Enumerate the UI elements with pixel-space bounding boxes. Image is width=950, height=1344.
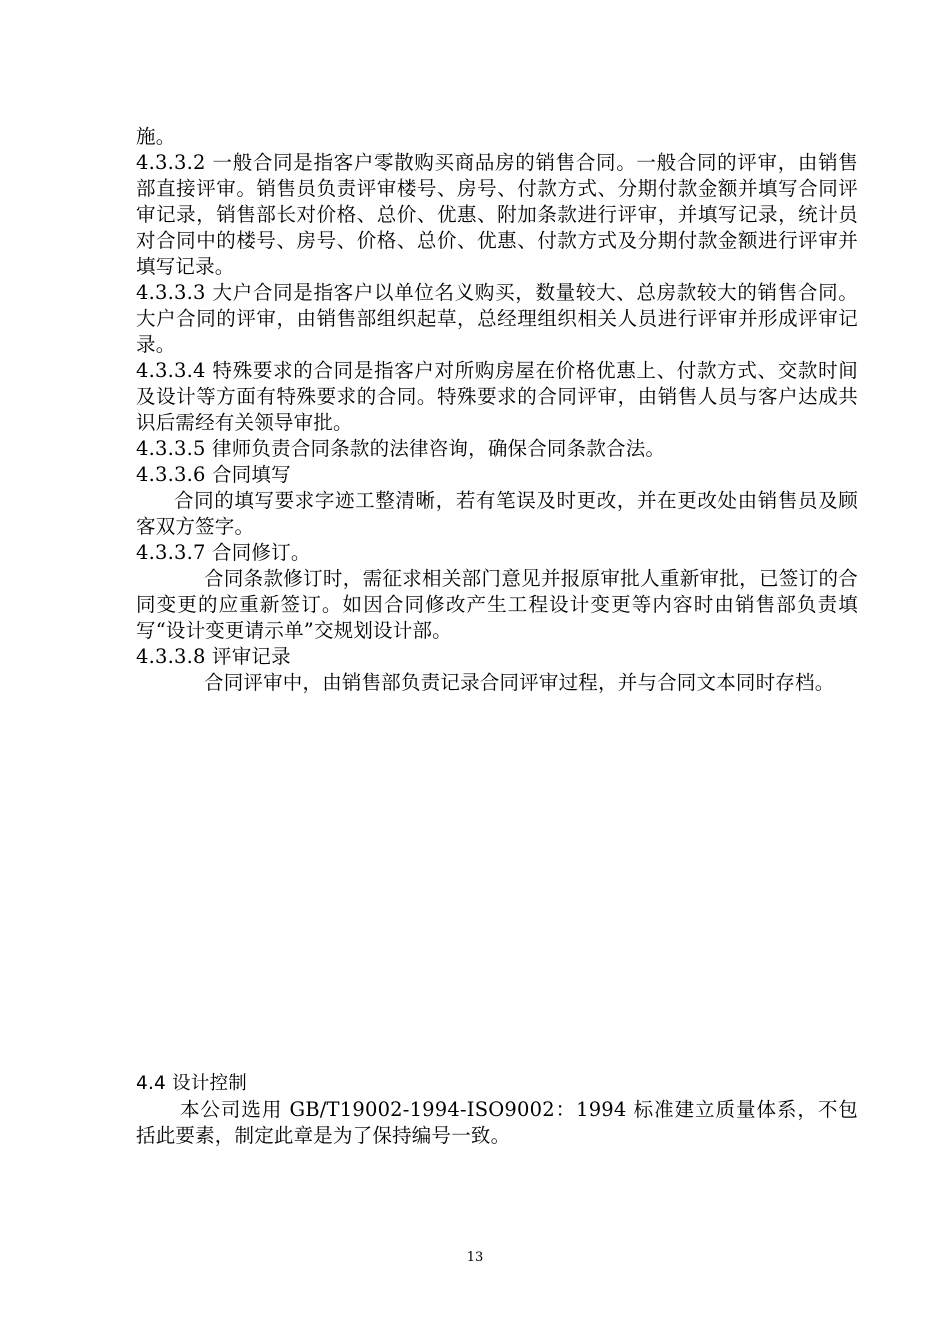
paragraph-review-record: 合同评审中，由销售部负责记录合同评审过程，并与合同文本同时存档。 bbox=[204, 671, 835, 694]
paragraph-continuation: 施。 bbox=[136, 125, 176, 148]
paragraph-4-3-3-2: 4.3.3.2 一般合同是指客户零散购买商品房的销售合同。一般合同的评审，由销售部直接评审。销售员负责评审楼号、房号、付款方式、分期付款金额并填写合同评审记录，销售部长对价格、总价、优惠、附加条款进行评审，并填写记录，统计员对合同中的楼号、房号、价格、总价、优惠、付款方式及分期付款金额进行评审并填写记录。 bbox=[136, 151, 858, 278]
paragraph-4-3-3-3: 4.3.3.3 大户合同是指客户以单位名义购买，数量较大、总房款较大的销售合同。大户合同的评审，由销售部组织起草，总经理组织相关人员进行评审并形成评审记录。 bbox=[136, 281, 858, 356]
page-number: 13 bbox=[466, 1250, 484, 1265]
paragraph-contract-revision: 合同条款修订时，需征求相关部门意见并报原审批人重新审批，已签订的合同变更的应重新签订。如因合同修改产生工程设计变更等内容时由销售部负责填写“设计变更请示单”交规划设计部。 bbox=[136, 567, 858, 642]
paragraph-contract-filling: 合同的填写要求字迹工整清晰，若有笔误及时更改，并在更改处由销售员及顾客双方签字。 bbox=[136, 489, 858, 538]
section-heading-4-4: 4.4 设计控制 bbox=[136, 1073, 247, 1094]
heading-4-3-3-7: 4.3.3.7 合同修订。 bbox=[136, 541, 311, 564]
paragraph-4-3-3-4: 4.3.3.4 特殊要求的合同是指客户对所购房屋在价格优惠上、付款方式、交款时间及设计等方面有特殊要求的合同。特殊要求的合同评审，由销售人员与客户达成共识后需经有关领导审批。 bbox=[136, 359, 858, 434]
heading-4-3-3-8: 4.3.3.8 评审记录 bbox=[136, 645, 291, 668]
body-text-top bbox=[136, 124, 858, 696]
body-text-section-4-4 bbox=[136, 1071, 858, 1149]
paragraph-4-4-body: 本公司选用 GB/T19002-1994-ISO9002：1994 标准建立质量体系，不包括此要素，制定此章是为了保持编号一致。 bbox=[136, 1098, 858, 1147]
heading-4-3-3-6: 4.3.3.6 合同填写 bbox=[136, 463, 291, 486]
paragraph-4-3-3-5: 4.3.3.5 律师负责合同条款的法律咨询，确保合同条款合法。 bbox=[136, 437, 666, 460]
